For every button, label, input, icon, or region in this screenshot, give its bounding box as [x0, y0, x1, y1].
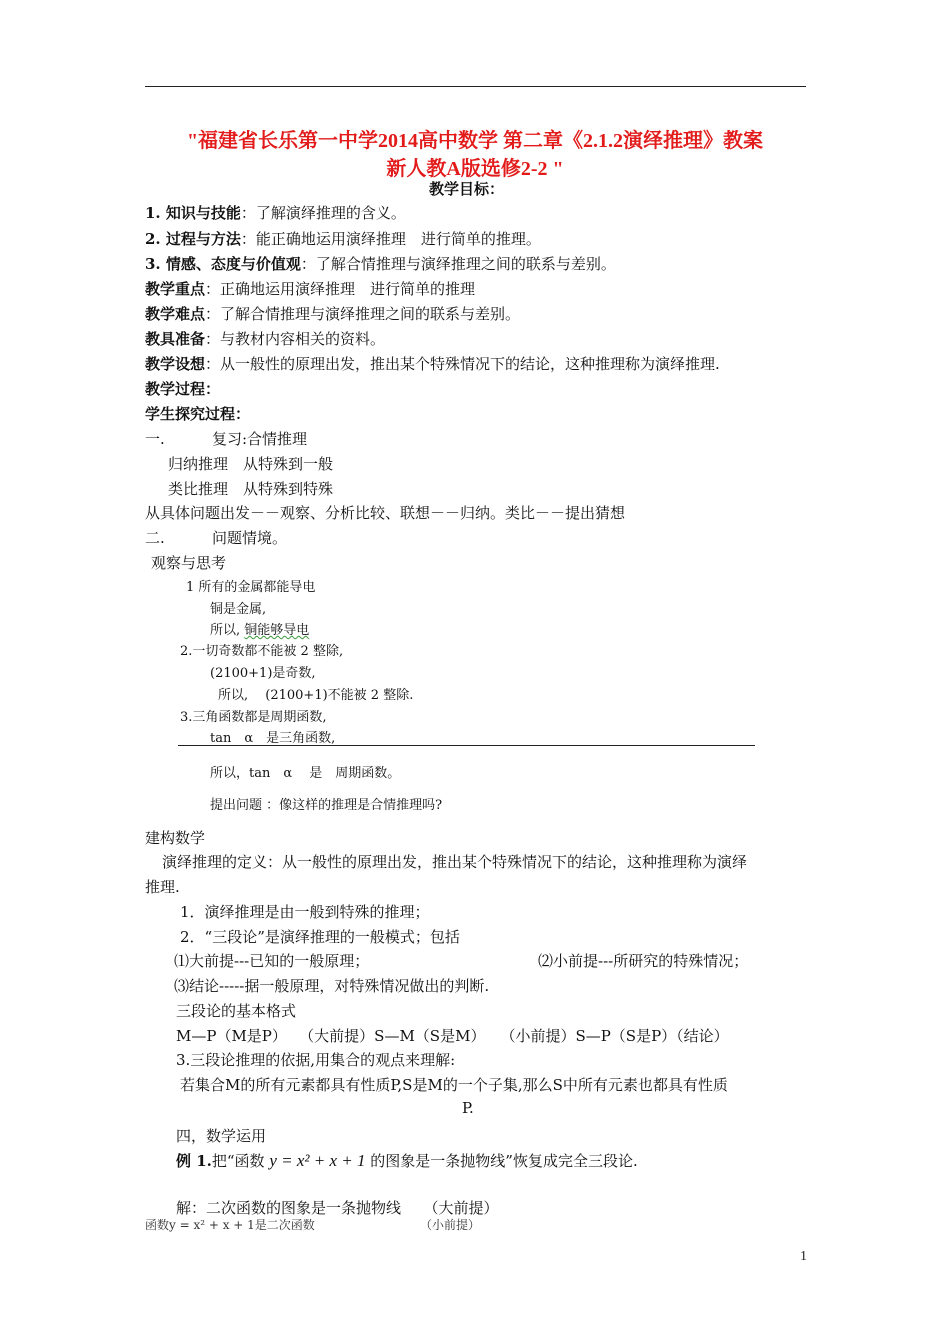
- solution-line: 解：二次函数的图象是一条抛物线 （大前提）: [176, 1199, 499, 1217]
- example2-major: 2.一切奇数都不能被 2 整除,: [180, 644, 344, 659]
- student-heading: 学生探究过程：: [145, 405, 251, 423]
- example-post: 的图象是一条抛物线”恢复成完全三段论.: [370, 1152, 638, 1170]
- example3-minor: tan α 是三角函数,: [210, 731, 336, 746]
- row-label: 2. 过程与方法: [145, 230, 241, 248]
- row-text: ：了解演绎推理的含义。: [240, 204, 406, 222]
- example3-divider: [178, 745, 755, 746]
- row-knowledge: [145, 202, 406, 223]
- set-line1: 若集合M的所有元素都具有性质P,S是M的一个子集,那么S中所有元素也都具有性质: [180, 1076, 728, 1094]
- definition-line2: 推理.: [145, 878, 180, 896]
- format-heading: 三段论的基本格式: [176, 1002, 297, 1020]
- example-formula: y = x² + x + 1: [269, 1151, 366, 1170]
- example1-major: 1 所有的金属都能导电: [186, 580, 316, 595]
- example1-statement: [176, 1150, 638, 1171]
- section2-number: 二.: [145, 529, 165, 547]
- major-premise: ⑴大前提---已知的一般原理；: [174, 952, 370, 970]
- point1: 1．演绎推理是由一般到特殊的推理；: [180, 903, 430, 921]
- row-materials: [145, 328, 385, 349]
- definition-line1: 演绎推理的定义：从一般性的原理出发，推出某个特殊情况下的结论，这种推理称为演绎: [162, 853, 748, 871]
- example2-conclusion: 所以, (2100+1)不能被 2 整除.: [218, 688, 414, 703]
- goals-heading: 教学目标：: [429, 180, 505, 198]
- row-label: 1. 知识与技能: [145, 204, 241, 222]
- example1-so: 所以,: [210, 623, 241, 638]
- section2-title: 问题情境。: [212, 529, 288, 547]
- row-text: ：从一般性的原理出发，推出某个特殊情况下的结论，这种推理称为演绎推理.: [205, 355, 720, 373]
- example1-result: 铜能够导电: [244, 623, 310, 638]
- set-line2: P.: [462, 1099, 474, 1117]
- page-number: 1: [800, 1249, 807, 1264]
- example1-conclusion: [210, 619, 309, 638]
- conclusion-def: ⑶结论-----据一般原理，对特殊情况做出的判断.: [174, 977, 490, 995]
- example-label: 例 1.: [176, 1152, 212, 1170]
- doc-title-line2: 新人教A版选修2-2 ": [386, 158, 564, 180]
- row-text: ：与教材内容相关的资料。: [205, 330, 386, 348]
- basis-line: 3.三段论推理的依据,用集合的观点来理解:: [176, 1051, 456, 1069]
- row-label: 教学重点: [145, 280, 206, 298]
- process-heading: 教学过程：: [145, 380, 221, 398]
- from-problem-line: 从具体问题出发－－观察、分析比较、联想－－归纳。类比－－提出猜想: [145, 504, 626, 522]
- example3-conclusion: 所以，tan α 是 周期函数。: [210, 766, 401, 781]
- footnote-left: 函数y = x² + x + 1是二次函数: [145, 1218, 315, 1232]
- example1-minor: 铜是金属,: [210, 602, 267, 617]
- row-text: ：能正确地运用演绎推理 进行简单的推理。: [240, 230, 541, 248]
- row-label: 教学设想: [145, 355, 206, 373]
- header-rule: [145, 86, 806, 87]
- example3-major: 3.三角函数都是周期函数,: [180, 710, 327, 725]
- footnote-right: （小前提）: [420, 1218, 481, 1232]
- example2-minor: (2100+1)是奇数,: [210, 666, 316, 681]
- analogy-line: 类比推理 从特殊到特殊: [168, 480, 334, 498]
- row-label: 教具准备: [145, 330, 206, 348]
- observe-heading: 观察与思考: [151, 554, 227, 572]
- row-text: ：了解合情推理与演绎推理之间的联系与差别。: [300, 255, 616, 273]
- construct-heading: 建构数学: [145, 829, 206, 847]
- row-process-method: [145, 228, 541, 249]
- row-label: 教学难点: [145, 305, 206, 323]
- row-label: 3. 情感、态度与价值观: [145, 255, 301, 273]
- doc-title-line1: "福建省长乐第一中学2014高中数学 第二章《2.1.2演绎推理》教案: [186, 130, 764, 152]
- row-difficulty: [145, 303, 520, 324]
- example-pre: 把“函数: [211, 1152, 265, 1170]
- row-text: ：了解合情推理与演绎推理之间的联系与差别。: [205, 305, 521, 323]
- section1-number: 一.: [145, 430, 165, 448]
- row-emotion: [145, 253, 616, 274]
- format-line: M—P（M是P） （大前提）S—M（S是M） （小前提）S—P（S是P）（结论）: [176, 1027, 729, 1045]
- induction-line: 归纳推理 从特殊到一般: [168, 455, 334, 473]
- question-line: 提出问题 ：像这样的推理是合情推理吗?: [210, 798, 443, 813]
- section1-title: 复习:合情推理: [212, 430, 308, 448]
- row-design: [145, 353, 720, 374]
- row-text: ：正确地运用演绎推理 进行简单的推理: [205, 280, 476, 298]
- row-key-point: [145, 278, 475, 299]
- minor-premise: ⑵小前提---所研究的特殊情况；: [538, 952, 749, 970]
- section4-heading: 四，数学运用: [176, 1127, 267, 1145]
- point2: 2．“三段论”是演绎推理的一般模式；包括: [180, 928, 460, 946]
